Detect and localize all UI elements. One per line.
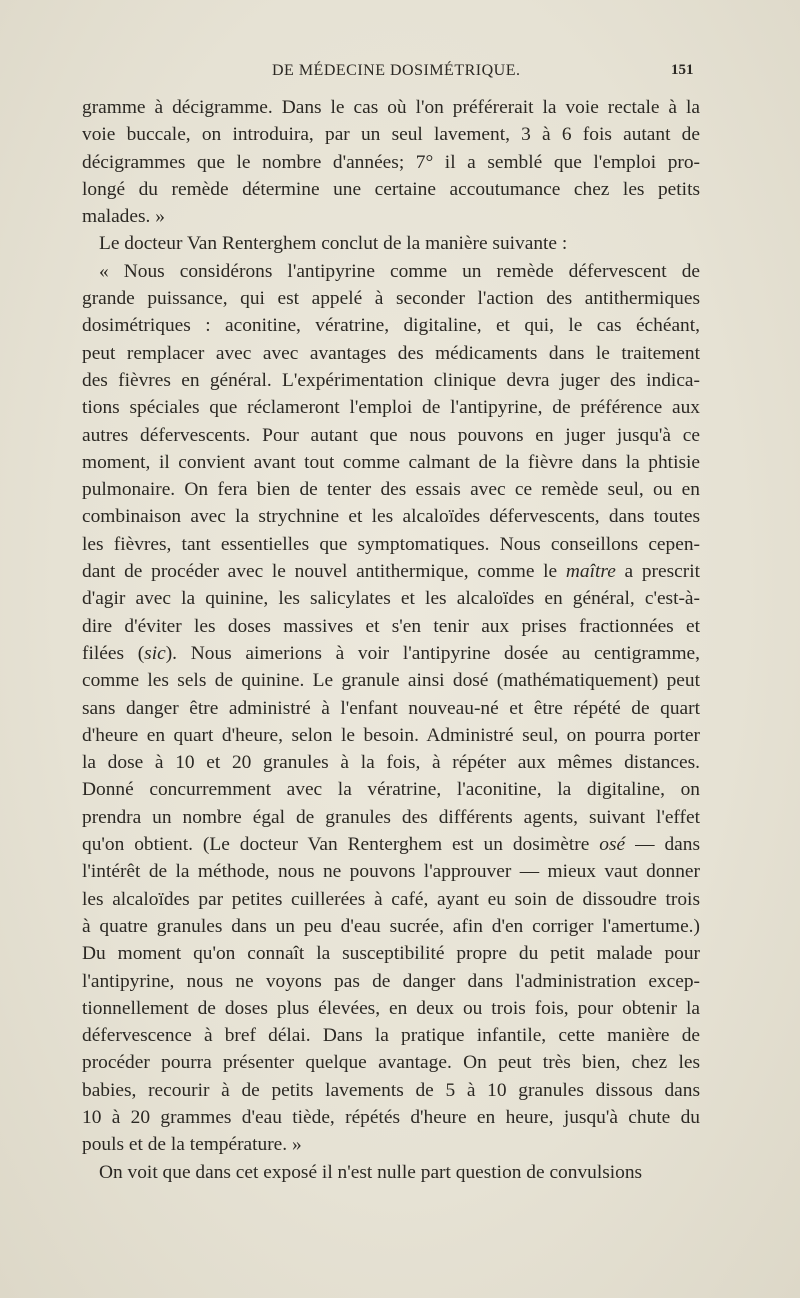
text-line: comme les sels de quinine. Le granule ainsi dosé (mathématiquement) peut	[82, 670, 700, 692]
text-line	[82, 558, 700, 585]
italic-word: maître	[565, 561, 616, 583]
page-number: 151	[671, 62, 694, 78]
running-head	[0, 62, 800, 86]
text-line: procéder pourra présenter quelque avantage. On peut très bien, chez les	[82, 1052, 700, 1074]
text-line: grande puissance, qui est appelé à seconder l'action des antithermiques	[82, 288, 700, 310]
body-text	[82, 94, 700, 1186]
text-line: défervescence à bref délai. Dans la pratique infantile, cette manière de	[82, 1025, 700, 1047]
text-line: l'antipyrine, nous ne voyons pas de danger dans l'administration excep-	[82, 970, 700, 992]
text-line: Donné concurremment avec la vératrine, l'aconitine, la digitaline, on	[82, 779, 700, 801]
text-line: les alcaloïdes par petites cuillerées à café, ayant eu soin de dissoudre trois	[82, 888, 700, 910]
text-line: combinaison avec la strychnine et les alcaloïdes défervescents, dans toutes	[82, 506, 700, 528]
text-fragment: — dans	[625, 834, 700, 856]
text-line: Du moment qu'on connaît la susceptibilité propre du petit malade pour	[82, 943, 700, 965]
text-line	[82, 831, 700, 858]
text-line: « Nous considérons l'antipyrine comme un remède défervescent de	[99, 260, 700, 282]
text-line: dosimétriques : aconitine, vératrine, digitaline, et qui, le cas échéant,	[82, 315, 700, 337]
italic-word: osé	[599, 834, 626, 856]
italic-word: sic	[144, 642, 166, 664]
text-fragment: dant de procéder avec le nouvel antithermique, comme le	[82, 561, 566, 583]
text-line: dire d'éviter les doses massives et s'en tenir aux prises fractionnées et	[82, 615, 700, 637]
text-line: à quatre granules dans un peu d'eau sucrée, afin d'en corriger l'amertume.)	[82, 915, 700, 937]
text-line: moment, il convient avant tout comme calmant de la fièvre dans la phtisie	[82, 451, 700, 473]
text-fragment: qu'on obtient. (Le docteur Van Renterghem est un dosimètre	[82, 834, 600, 856]
text-line: babies, recourir à de petits lavements de 5 à 10 granules dissous dans	[82, 1079, 700, 1101]
text-line: tions spéciales que réclameront l'emploi de l'antipyrine, de préférence aux	[82, 397, 700, 419]
text-line: peut remplacer avec avec avantages des médicaments dans le traitement	[82, 342, 700, 364]
text-line: sans danger être administré à l'enfant nouveau-né et être répété de quart	[82, 697, 700, 719]
text-line: longé du remède détermine une certaine accoutumance chez les petits	[82, 178, 700, 200]
text-fragment: ). Nous aimerions à voir l'antipyrine dosée au centigramme,	[165, 642, 701, 664]
text-line: malades. »	[82, 206, 165, 228]
text-fragment: filées (	[82, 642, 145, 664]
text-line: d'agir avec la quinine, les salicylates et les alcaloïdes en général, c'est-à-	[82, 588, 700, 610]
text-line: d'heure en quart d'heure, selon le besoin. Administré seul, on pourra porter	[82, 724, 700, 746]
text-line: 10 à 20 grammes d'eau tiède, répétés d'heure en heure, jusqu'à chute du	[82, 1106, 700, 1128]
text-fragment: a prescrit	[615, 561, 700, 583]
text-line: prendra un nombre égal de granules des différents agents, suivant l'effet	[82, 806, 700, 828]
text-line: gramme à décigramme. Dans le cas où l'on préférerait la voie rectale à la	[82, 97, 700, 118]
text-line	[82, 640, 700, 667]
text-line: On voit que dans cet exposé il n'est nulle part question de convulsions	[99, 1161, 643, 1183]
text-line: Le docteur Van Renterghem conclut de la manière suivante :	[99, 233, 568, 255]
text-line: pouls et de la température. »	[82, 1134, 302, 1156]
text-line: tionnellement de doses plus élevées, en deux ou trois fois, pour obtenir la	[82, 997, 700, 1019]
text-line: les fièvres, tant essentielles que symptomatiques. Nous conseillons cepen-	[82, 533, 700, 555]
running-title: DE MÉDECINE DOSIMÉTRIQUE.	[272, 62, 521, 79]
text-line: autres défervescents. Pour autant que nous pouvons en juger jusqu'à ce	[82, 424, 700, 446]
text-line: décigrammes que le nombre d'années; 7° il a semblé que l'emploi pro-	[82, 151, 700, 173]
text-line: la dose à 10 et 20 granules à la fois, à répéter aux mêmes distances.	[82, 752, 700, 774]
text-line: voie buccale, on introduira, par un seul lavement, 3 à 6 fois autant de	[82, 124, 700, 146]
text-line: des fièvres en général. L'expérimentation clinique devra juger des indica-	[82, 369, 700, 391]
text-line: pulmonaire. On fera bien de tenter des essais avec ce remède seul, ou en	[82, 479, 700, 501]
text-line: l'intérêt de la méthode, nous ne pouvons l'approuver — mieux vaut donner	[82, 861, 700, 883]
